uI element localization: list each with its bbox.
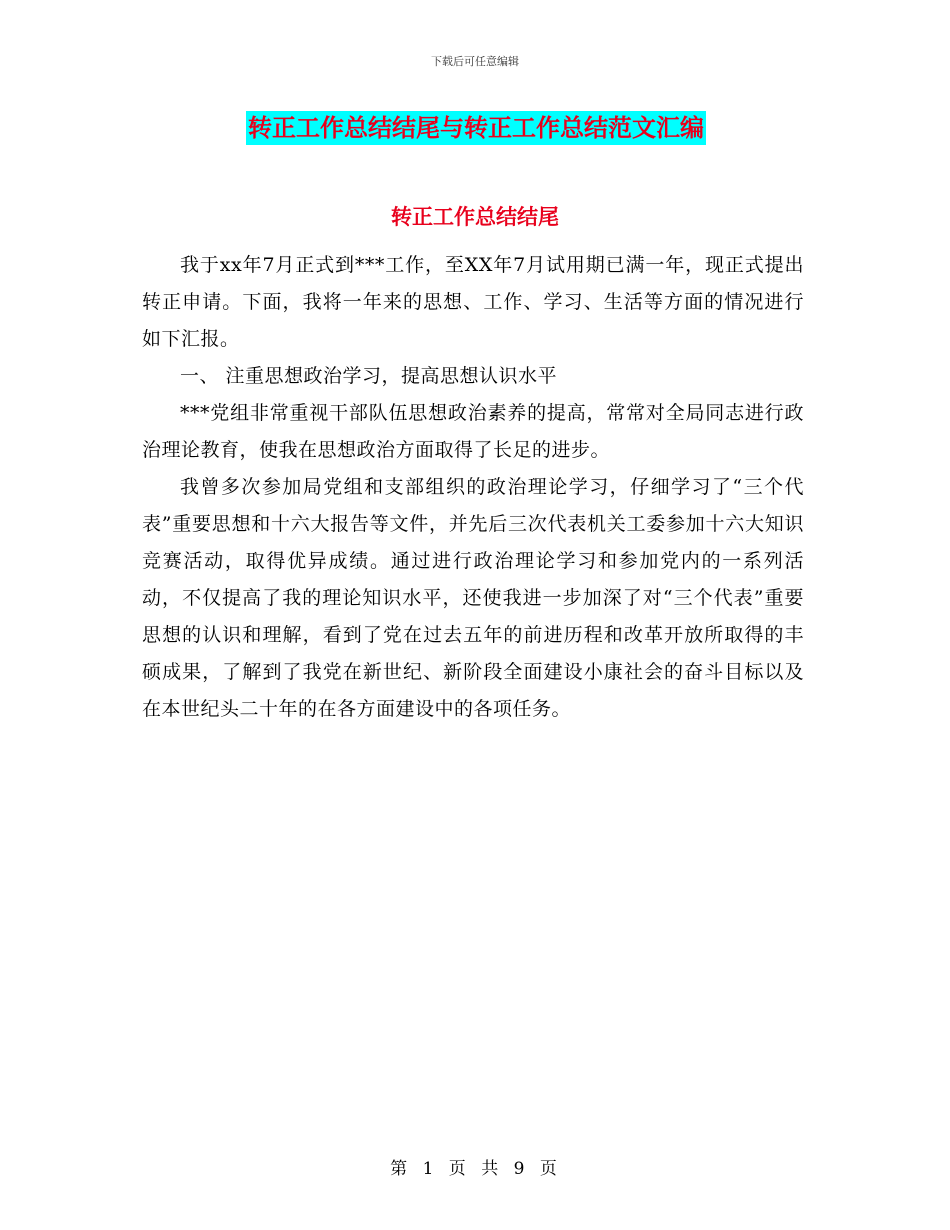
paragraph-study: 我曾多次参加局党组和支部组织的政治理论学习，仔细学习了“三个代表”重要思想和十六大报告等文件，并先后三次代表机关工委参加十六大知识竞赛活动，取得优异成绩。通过进行政治理论学习和参加党内的一系列活动，不仅提高了我的理论知识水平，还使我进一步加深了对“三个代表”重要思想的认识和理解，看到了党在过去五年的前进历程和改革开放所取得的丰硕成果，了解到了我党在新世纪、新阶段全面建设小康社会的奋斗目标以及在本世纪头二十年的在各方面建设中的各项任务。 [142, 476, 804, 720]
page-footer: 第 1 页 共 9 页 [390, 1159, 560, 1179]
header-note: 下载后可任意编辑 [431, 55, 519, 68]
section-title: 转正工作总结结尾 [391, 205, 559, 229]
paragraph-heading-1: 一、 注重思想政治学习，提高思想认识水平 [180, 365, 558, 387]
body-text [142, 247, 804, 728]
document-title: 转正工作总结结尾与转正工作总结范文汇编 [246, 111, 706, 145]
paragraph-intro: 我于xx年7月正式到***工作，至XX年7月试用期已满一年，现正式提出转正申请。下面，我将一年来的思想、工作、学习、生活等方面的情况进行如下汇报。 [142, 254, 804, 350]
paragraph-party-group: ***党组非常重视干部队伍思想政治素养的提高，常常对全局同志进行政治理论教育，使我在思想政治方面取得了长足的进步。 [142, 402, 804, 461]
